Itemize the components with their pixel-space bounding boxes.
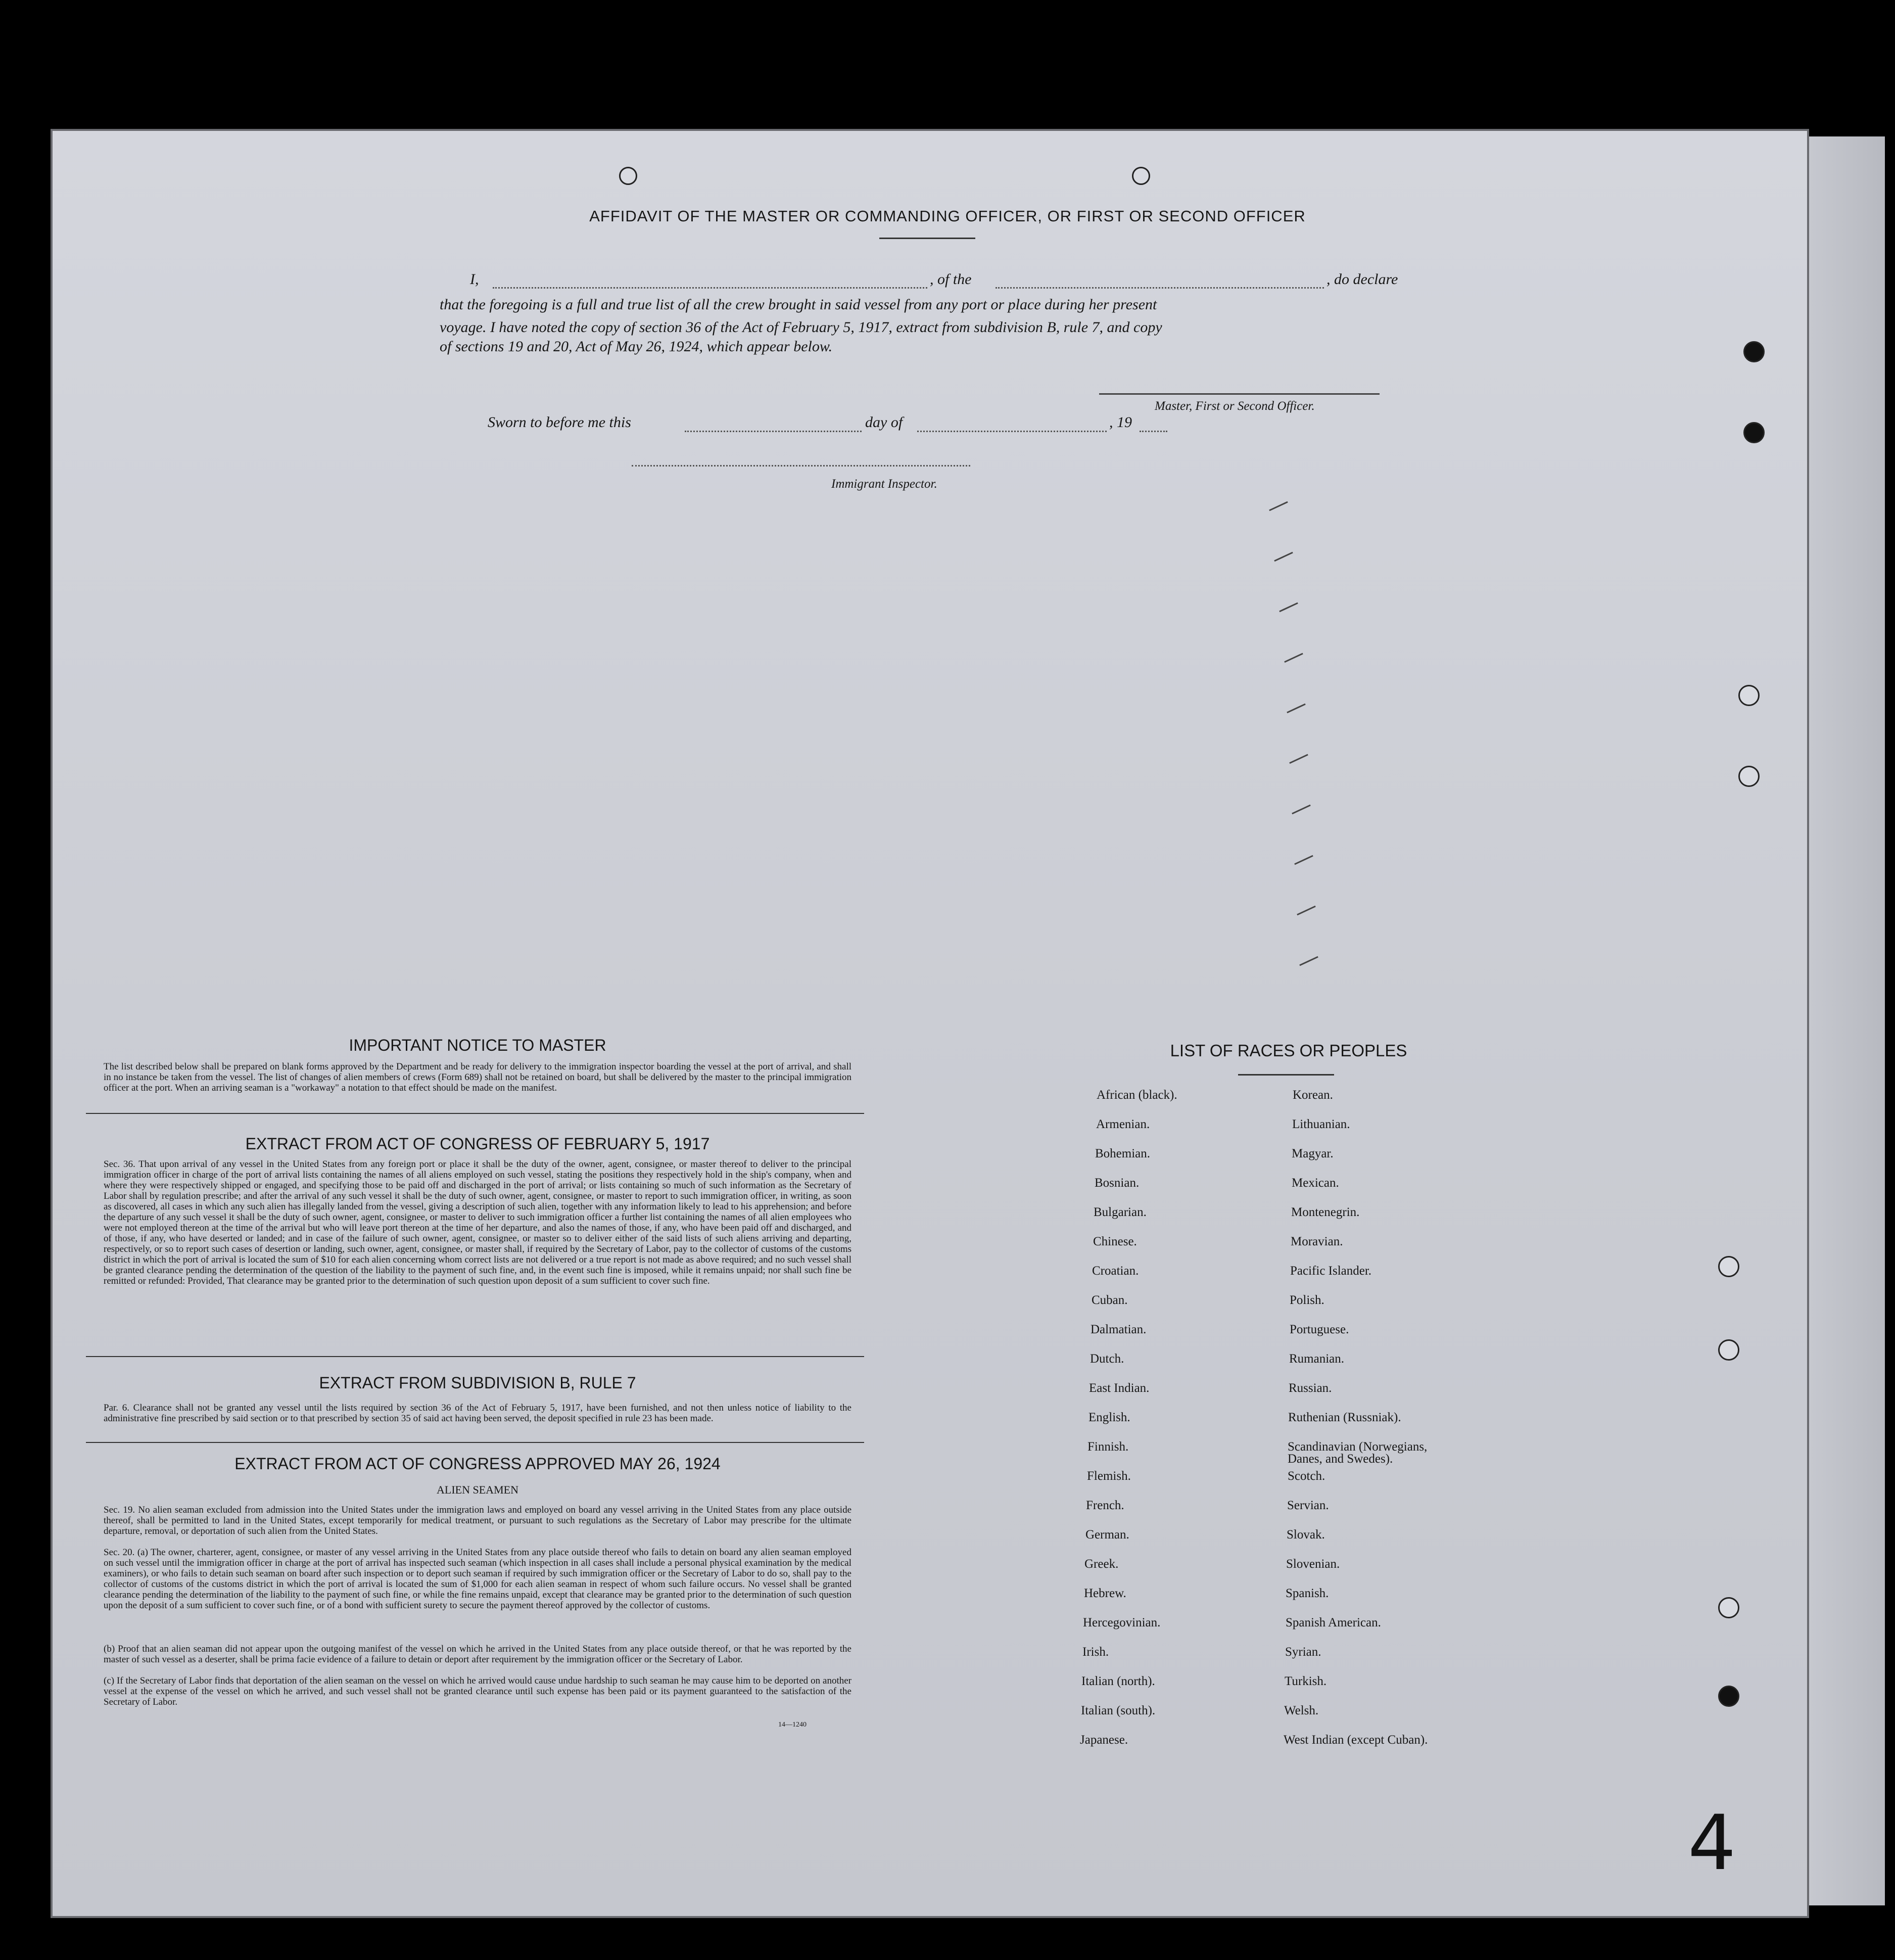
notice-text: The list described below shall be prepared on blank forms approved by the Department and be ready for delivery to the immigration inspector boarding the vessel at the port of arrival, and shall in no instance be taken from the vessel. The list of changes of alien members of crews (Form 689) shall not be retained on board, but shall be delivered by the master to the principal immigration officer at the port. When an arriving seaman is a "workaway" a notation to that effect should be made on the manifest. <box>104 1061 851 1093</box>
race-item: Spanish American. <box>1286 1616 1381 1629</box>
affidavit-line1-i: I, <box>470 271 479 288</box>
day-of-text: day of <box>865 414 903 431</box>
divider <box>1238 1074 1334 1076</box>
race-item: German. <box>1085 1528 1129 1542</box>
notice-title: IMPORTANT NOTICE TO MASTER <box>349 1036 606 1054</box>
race-item: Rumanian. <box>1289 1352 1345 1366</box>
divider <box>86 1356 864 1357</box>
punch-hole <box>1743 341 1765 362</box>
sec19-text: Sec. 19. No alien seaman excluded from admission into the United States under the immigration laws and employed on board any vessel arriving in the United States from any place outside thereof, shall be permitted to land in the United States, except temporarily for medical treatment, or pursuant to such regulations as the Secretary of Labor may prescribe for the ultimate departure, removal, or deportation of such alien from the United States. <box>104 1505 851 1536</box>
race-item: Croatian. <box>1092 1264 1139 1278</box>
race-item: Irish. <box>1082 1645 1109 1659</box>
inspector-label: Immigrant Inspector. <box>831 477 937 491</box>
master-signature-line[interactable] <box>1099 393 1380 395</box>
race-item: Hebrew. <box>1084 1586 1126 1600</box>
race-item: Hercegovinian. <box>1083 1616 1161 1629</box>
race-item: Turkish. <box>1285 1674 1327 1688</box>
form-number: 14—1240 <box>778 1721 807 1729</box>
punch-hole <box>1132 167 1150 185</box>
affidavit-line2: that the foregoing is a full and true list of all the crew brought in said vessel from any port or place during her present <box>440 296 1157 313</box>
race-item: Russian. <box>1289 1381 1332 1395</box>
race-item: Ruthenian (Russniak). <box>1288 1411 1401 1424</box>
punch-hole <box>1718 1256 1739 1277</box>
race-item: African (black). <box>1097 1088 1177 1102</box>
affidavit-line1-of: , of the <box>930 271 972 288</box>
year-blank[interactable] <box>1140 415 1167 432</box>
affidavit-line3: voyage. I have noted the copy of section 36 of the Act of February 5, 1917, extract from subdivision B, rule 7, and copy <box>440 319 1162 336</box>
punch-hole <box>1738 685 1760 706</box>
race-item: Spanish. <box>1286 1586 1329 1600</box>
race-item: Slovenian. <box>1286 1557 1340 1571</box>
race-item: Italian (north). <box>1081 1674 1155 1688</box>
race-item: Korean. <box>1293 1088 1333 1102</box>
punch-hole <box>1718 1686 1739 1707</box>
sec20a-text: Sec. 20. (a) The owner, charterer, agent, consignee, or master of any vessel arriving in the United States from any place outside thereof who fails to detain on board any alien seaman employed on such vessel until the immigration officer in charge at the port of arrival has inspected such seaman (which inspection in all cases shall include a personal physical examination by the medical examiners), or who fails to detain such seaman on board after such inspection or to deport such seaman if required by such immigration officer or the Secretary of Labor to do so, shall pay to the collector of customs of the customs district in which the port of arrival is located the sum of $1,000 for each alien seaman in respect of whom such failure occurs. No vessel shall be granted clearance pending the determination of the liability to the payment of such fine, or while the fine remains unpaid, except that clearance may be granted prior to the determination of such question upon the deposit of a sum sufficient to cover such fine, or of a bond with sufficient surety to secure the payment thereof approved by the collector of customs. <box>104 1547 851 1611</box>
extract-1917-text: Sec. 36. That upon arrival of any vessel in the United States from any foreign port or place it shall be the duty of the owner, agent, consignee, or master thereof to deliver to the principal immigration officer in charge of the port of arrival lists containing the names of all aliens employed on such vessel, stating the positions they respectively hold in the ship's company, when and where they were respectively shipped or engaged, and specifying those to be paid off and discharged in the port of arrival; or lists containing so much of such information as the Secretary of Labor shall by regulation prescribe; and after the arrival of any such vessel it shall be the duty of such owner, agent, consignee, or master to report to such immigration officer, in writing, as soon as discovered, all cases in which any such alien has illegally landed from the vessel, giving a description of such alien, together with any information likely to lead to his apprehension; and before the departure of any such vessel it shall be the duty of such owner, agent, consignee, or master to deliver to such immigration officer a further list containing the names of all alien employees who were not employed thereon at the time of the arrival but who will leave port thereon at the time of her departure, and also the names of those, if any, who have been paid off and discharged, and of those, if any, who have deserted or landed; and in case of the failure of such owner, agent, consignee, or master so to deliver either of the said lists of such aliens arriving and departing, respectively, or so to report such cases of desertion or landing, such owner, agent, consignee, or master shall, if required by the Secretary of Labor, pay to the collector of customs of the customs district in which the port of arrival is located the sum of $10 for each alien concerning whom correct lists are not delivered or a true report is not made as above required; and no such vessel shall be granted clearance pending the determination of the question of the liability to the payment of such fine, and, in the event such fine is imposed, while it remains unpaid; nor shall such fine be remitted or refunded: Provided, That clearance may be granted prior to the determination of such question upon deposit of a sum sufficient to cover such fine. <box>104 1159 851 1286</box>
races-title: LIST OF RACES OR PEOPLES <box>1170 1041 1407 1060</box>
divider <box>879 238 975 239</box>
race-item: Bohemian. <box>1095 1147 1151 1160</box>
race-item: Mexican. <box>1292 1176 1339 1190</box>
race-item: Montenegrin. <box>1291 1205 1360 1219</box>
race-item: Chinese. <box>1093 1235 1137 1248</box>
race-item: Flemish. <box>1087 1469 1131 1483</box>
year-text: , 19 <box>1109 414 1132 431</box>
race-item: Cuban. <box>1092 1293 1128 1307</box>
extract-1917-title: EXTRACT FROM ACT OF CONGRESS OF FEBRUARY 5, 1917 <box>245 1135 710 1153</box>
punch-hole <box>619 167 637 185</box>
race-item: Portuguese. <box>1290 1323 1349 1336</box>
extract-rule7-text: Par. 6. Clearance shall not be granted any vessel until the lists required by section 36 of the Act of February 5, 1917, have been furnished, and not then unless notice of liability to the administrative fine prescribed by said section or to that prescribed by section 35 of said act having been served, the deposit specified in rule 23 has been made. <box>104 1403 851 1424</box>
race-item: East Indian. <box>1089 1381 1150 1395</box>
race-item: Syrian. <box>1285 1645 1321 1659</box>
race-item: Japanese. <box>1080 1733 1128 1747</box>
race-item: Greek. <box>1084 1557 1119 1571</box>
race-item: Armenian. <box>1096 1117 1150 1131</box>
master-label: Master, First or Second Officer. <box>1155 399 1315 413</box>
vessel-blank[interactable] <box>996 272 1324 289</box>
punch-hole <box>1718 1339 1739 1361</box>
punch-hole <box>1718 1597 1739 1618</box>
race-item: Scotch. <box>1288 1469 1325 1483</box>
race-item: Dutch. <box>1090 1352 1124 1366</box>
sec20c-text: (c) If the Secretary of Labor finds that deportation of the alien seaman on the vessel on which he arrived would cause undue hardship to such seaman he may cause him to be deported on another vessel at the expense of the vessel on which he arrived, and such vessel shall not be granted clearance until such expense has been paid or its payment guaranteed to the satisfaction of the Secretary of Labor. <box>104 1675 851 1707</box>
affidavit-title: AFFIDAVIT OF THE MASTER OR COMMANDING OFFICER, OR FIRST OR SECOND OFFICER <box>589 207 1306 225</box>
race-item: Scandinavian (Norwegians, Danes, and Swedes). <box>1288 1440 1428 1466</box>
day-blank[interactable] <box>685 415 862 432</box>
divider <box>86 1113 864 1114</box>
affidavit-line4: of sections 19 and 20, Act of May 26, 1924, which appear below. <box>440 338 833 355</box>
race-item: Magyar. <box>1292 1147 1334 1160</box>
race-item: Italian (south). <box>1081 1704 1156 1717</box>
handwritten-page-mark: 4 <box>1688 1799 1736 1887</box>
name-blank[interactable] <box>493 272 927 289</box>
affidavit-line1-declare: , do declare <box>1326 271 1398 288</box>
race-item: French. <box>1086 1499 1124 1512</box>
race-item: Slovak. <box>1287 1528 1325 1542</box>
race-item: West Indian (except Cuban). <box>1284 1733 1428 1747</box>
extract-1924-title: EXTRACT FROM ACT OF CONGRESS APPROVED MAY 26, 1924 <box>234 1455 721 1473</box>
race-item: Moravian. <box>1291 1235 1343 1248</box>
sec20b-text: (b) Proof that an alien seaman did not appear upon the outgoing manifest of the vessel on which he arrived in the United States from any place outside thereof, or that he was reported by the master of such vessel as a deserter, shall be prima facie evidence of a failure to detain or deport after requirement by the immigration officer or the Secretary of Labor. <box>104 1644 851 1665</box>
race-item: English. <box>1088 1411 1130 1424</box>
alien-seamen-subtitle: ALIEN SEAMEN <box>437 1483 518 1496</box>
divider <box>86 1442 864 1443</box>
inspector-signature-line[interactable] <box>632 465 970 466</box>
race-item: Finnish. <box>1087 1440 1129 1454</box>
race-item: Pacific Islander. <box>1290 1264 1372 1278</box>
race-item: Servian. <box>1287 1499 1329 1512</box>
extract-rule7-title: EXTRACT FROM SUBDIVISION B, RULE 7 <box>319 1374 636 1392</box>
underlying-page-edge <box>1809 136 1885 1905</box>
race-item: Bosnian. <box>1095 1176 1140 1190</box>
month-blank[interactable] <box>917 415 1107 432</box>
race-item: Bulgarian. <box>1094 1205 1147 1219</box>
race-item: Lithuanian. <box>1292 1117 1350 1131</box>
punch-hole <box>1743 422 1765 443</box>
punch-hole <box>1738 766 1760 787</box>
race-item: Polish. <box>1290 1293 1324 1307</box>
sworn-text: Sworn to before me this <box>488 414 631 431</box>
race-item: Welsh. <box>1284 1704 1319 1717</box>
race-item: Dalmatian. <box>1091 1323 1147 1336</box>
